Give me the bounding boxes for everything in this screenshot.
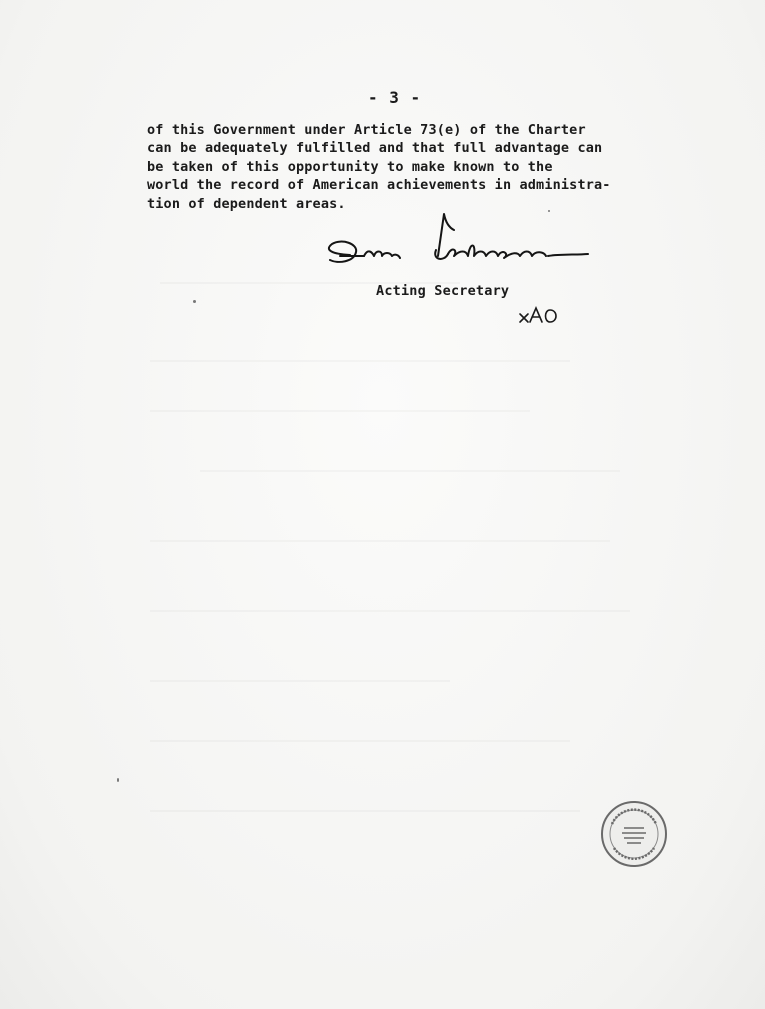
- bleed-through-line: [150, 410, 530, 412]
- paragraph-line: be taken of this opportunity to make known to the: [147, 158, 553, 175]
- bleed-through-line: [150, 540, 610, 542]
- handwritten-signature: [320, 210, 600, 280]
- handwritten-initials: [518, 300, 566, 326]
- paragraph-line: tion of dependent areas.: [147, 195, 346, 212]
- bleed-through-line: [150, 360, 570, 362]
- paragraph-line: of this Government under Article 73(e) of the Charter: [147, 122, 586, 138]
- paragraph-line: world the record of American achievements in administra-: [147, 177, 611, 194]
- bleed-through-line: [150, 810, 580, 812]
- bleed-through-line: [150, 740, 570, 742]
- bleed-through-line: [150, 610, 630, 612]
- signature-icon: [320, 210, 600, 280]
- bleed-through-line: [150, 680, 450, 682]
- archival-stamp: [600, 800, 668, 868]
- paper-speck: [117, 778, 119, 782]
- paragraph-line: can be adequately fulfilled and that full advantage can: [147, 140, 603, 157]
- archival-seal-icon: [600, 800, 668, 868]
- signer-title: Acting Secretary: [376, 283, 510, 299]
- paper-speck: [548, 210, 550, 212]
- bleed-through-line: [200, 470, 620, 472]
- page-number: - 3 -: [368, 88, 422, 107]
- paper-speck: [193, 300, 196, 303]
- initials-icon: [518, 300, 566, 326]
- body-paragraph: [147, 121, 707, 213]
